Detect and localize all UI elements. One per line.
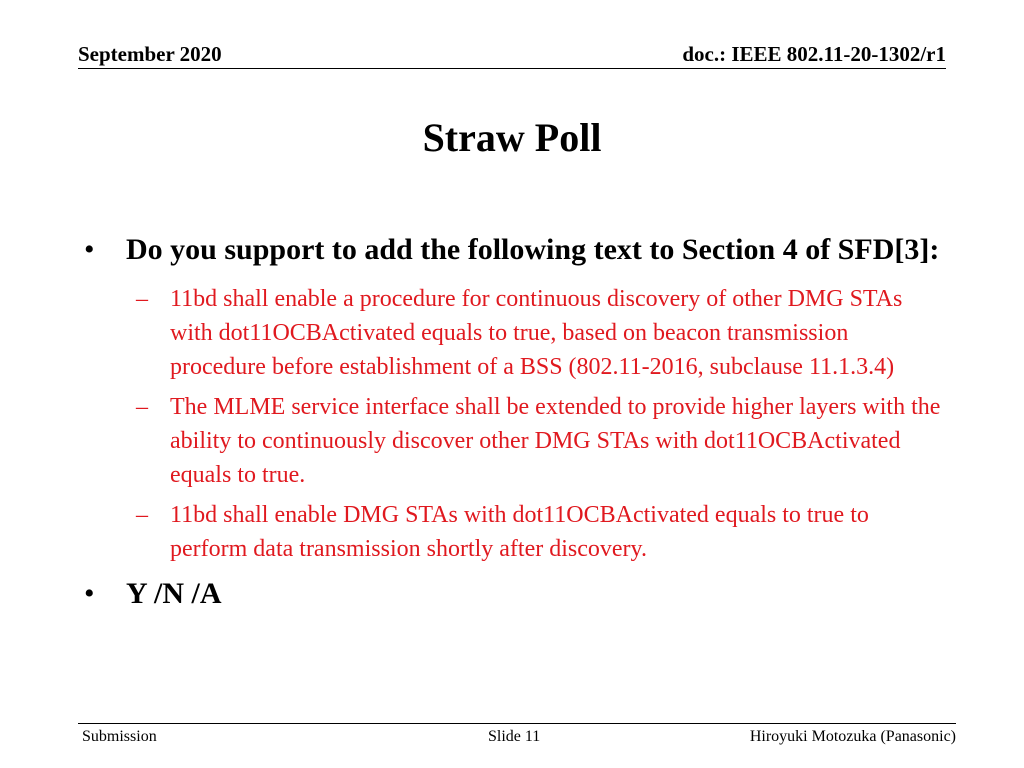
bullet-question-text: Do you support to add the following text to Section 4 of SFD[3]:	[126, 233, 940, 266]
footer-divider	[78, 723, 956, 724]
footer-author: Hiroyuki Motozuka (Panasonic)	[749, 728, 956, 745]
sub-bullet-item	[84, 498, 954, 566]
bullet-question	[84, 230, 954, 270]
sub-bullet-text: 11bd shall enable DMG STAs with dot11OCBActivated equals to true to perform data transmission shortly after discovery.	[170, 502, 869, 562]
sub-bullet-marker: –	[136, 286, 148, 312]
footer-submission: Submission	[82, 728, 157, 745]
sub-bullet-text: 11bd shall enable a procedure for continuous discovery of other DMG STAs with dot11OCBActivated equals to true, based on beacon transmission procedure before establishment of a BSS (802.11-2016, subclause 11.1.3.4)	[170, 286, 903, 380]
footer-slide-number: Slide 11	[488, 728, 541, 745]
bullet-vote-options	[84, 574, 954, 614]
vote-options-text: Y /N /A	[126, 577, 222, 610]
sub-bullet-item	[84, 390, 954, 492]
header-doc-number: doc.: IEEE 802.11-20-1302/r1	[682, 42, 946, 66]
slide-header	[78, 42, 946, 68]
sub-bullet-text: The MLME service interface shall be extended to provide higher layers with the ability to continuously discover other DMG STAs with dot11OCBActivated equals to true.	[170, 394, 941, 488]
bullet-marker: •	[84, 577, 95, 610]
sub-bullet-marker: –	[136, 502, 148, 528]
slide-title: Straw Poll	[422, 115, 602, 160]
bullet-marker: •	[84, 233, 95, 266]
header-divider	[78, 68, 946, 69]
sub-bullet-item	[84, 282, 954, 384]
header-date: September 2020	[78, 42, 222, 66]
slide-body	[84, 230, 954, 614]
sub-bullet-marker: –	[136, 394, 148, 420]
sub-bullet-list	[84, 282, 954, 566]
